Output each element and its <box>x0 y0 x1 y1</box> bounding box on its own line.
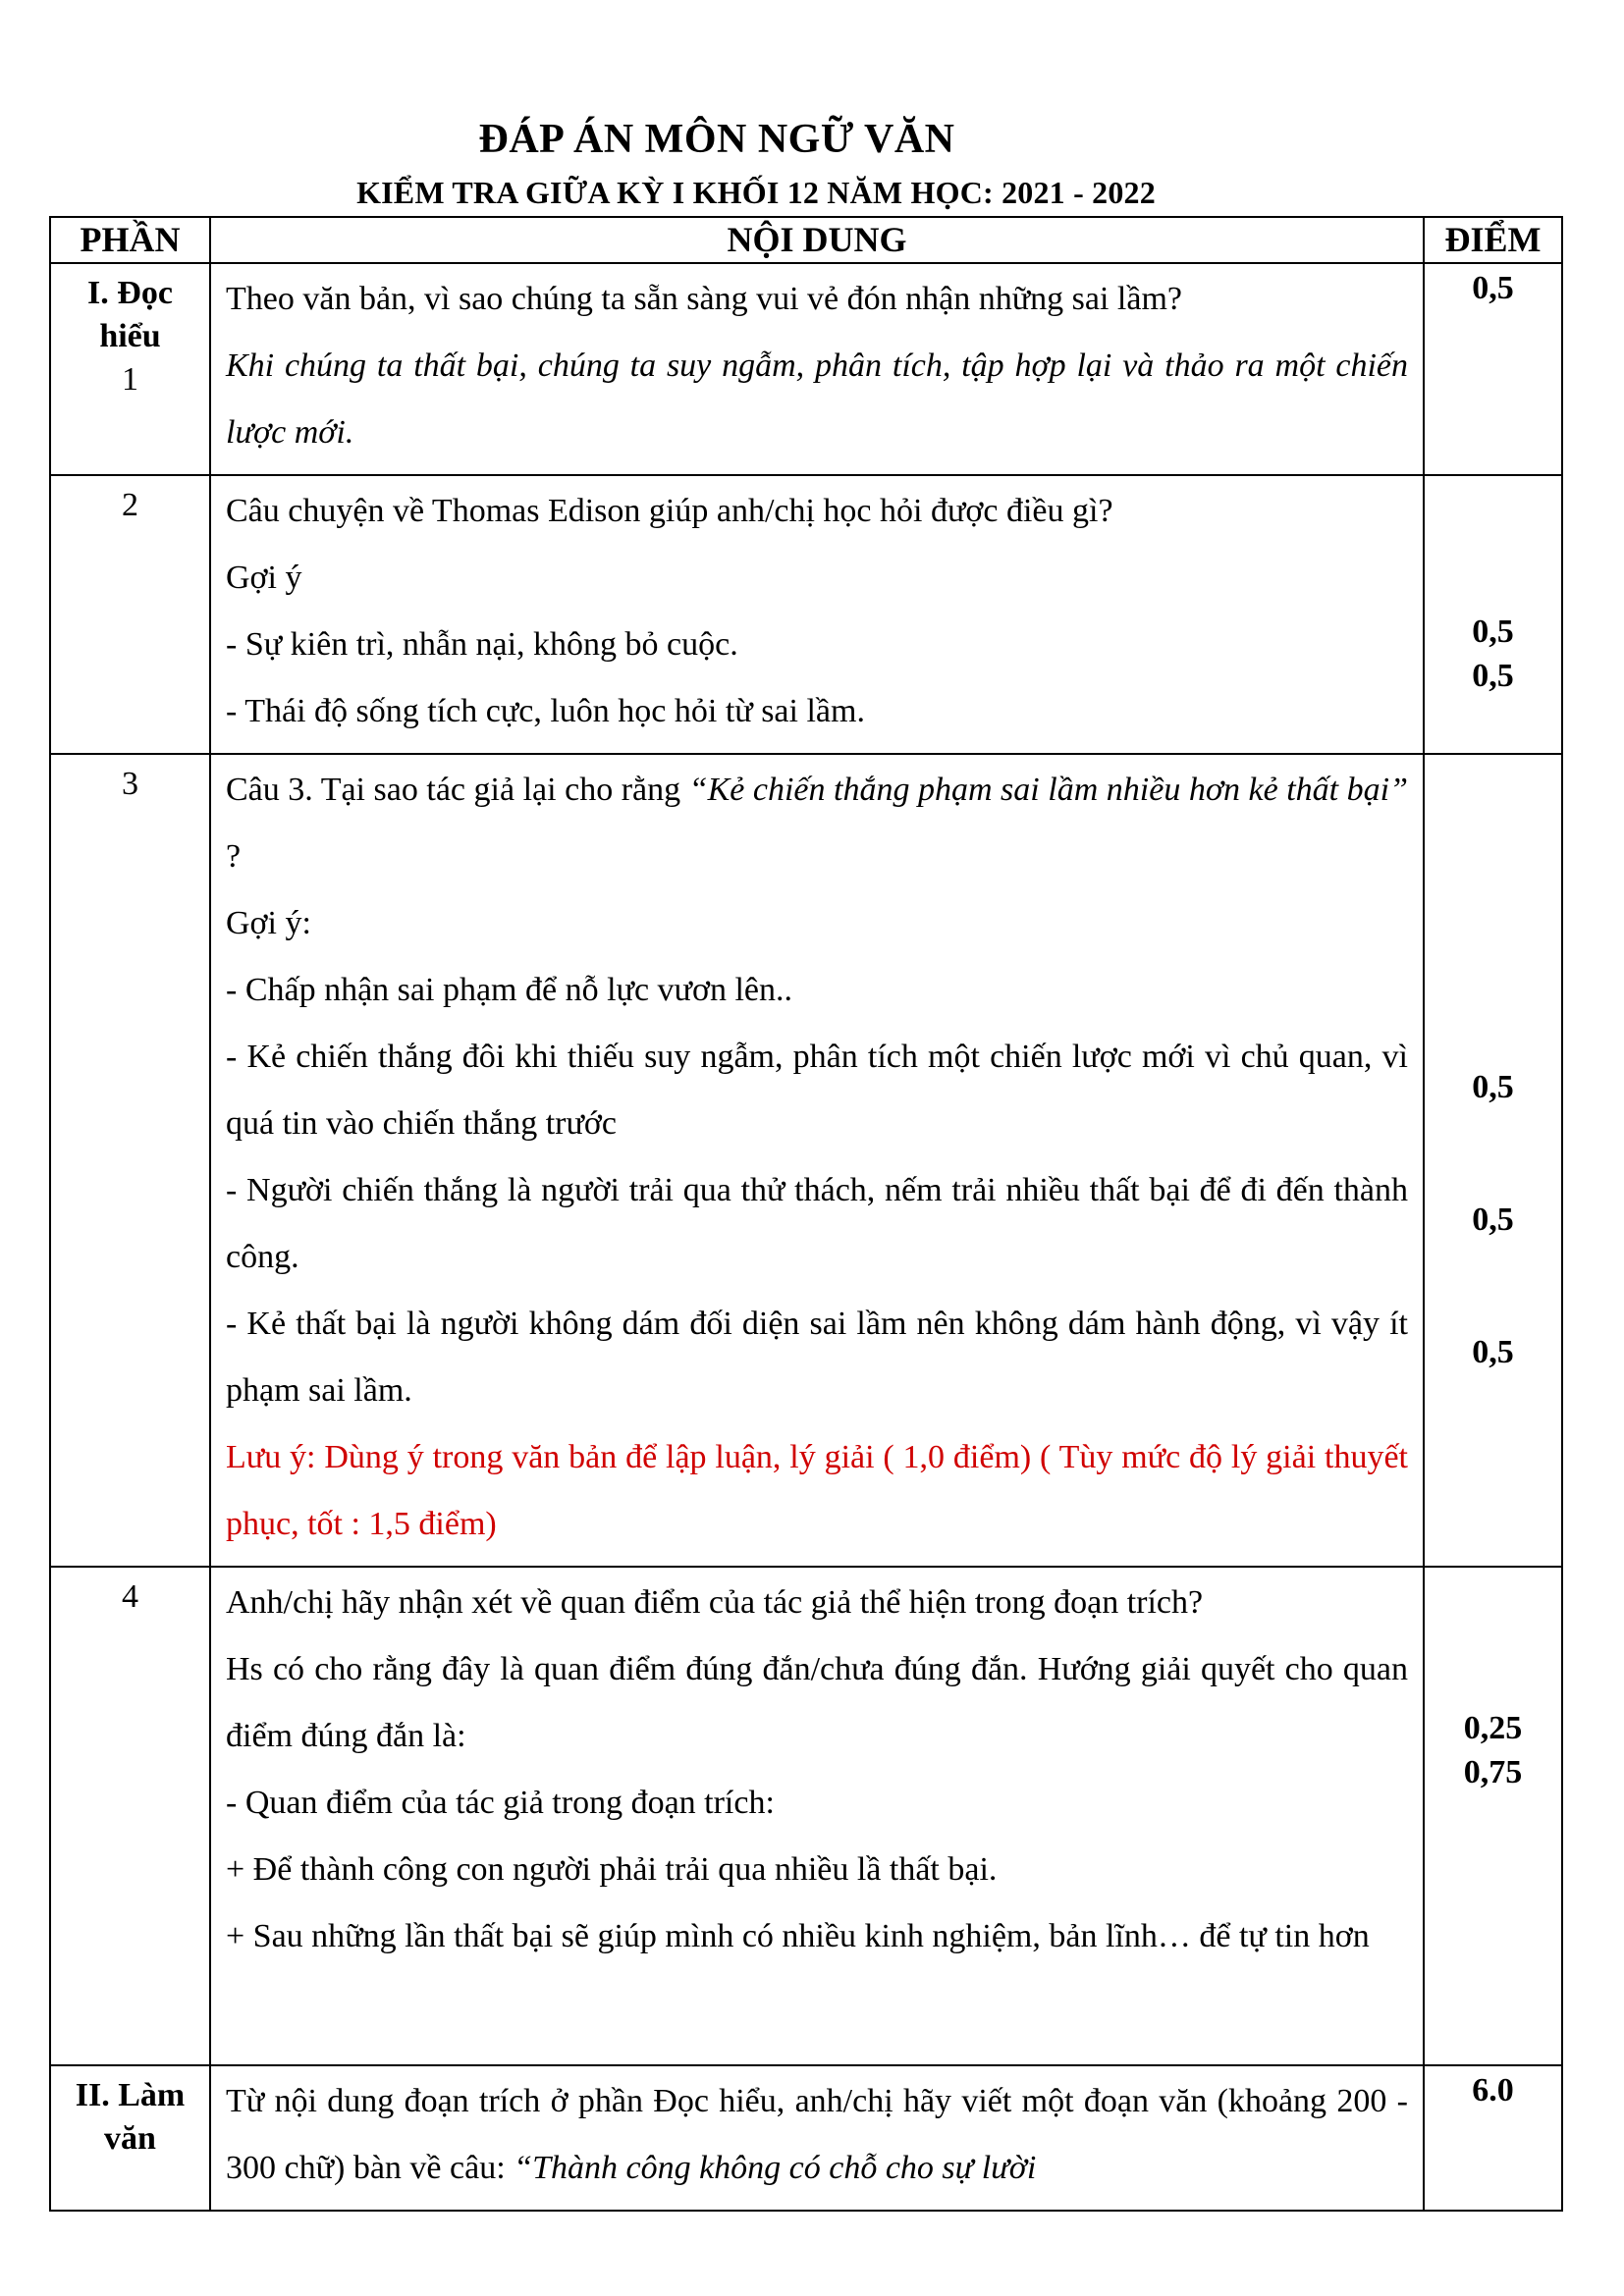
answer-text: Khi chúng ta thất bại, chúng ta suy ngẫm, phân tích, tập hợp lại và thảo ra một chiến lược mới. <box>226 347 1408 451</box>
header-score: ĐIỂM <box>1424 217 1562 263</box>
answer-point: + Sau những lần thất bại sẽ giúp mình có nhiều kinh nghiệm, bản lĩnh… để tự tin hơn <box>226 1918 1370 1954</box>
score-cell <box>1424 475 1562 754</box>
section-label: văn <box>104 2120 156 2157</box>
section-label: II. Làm <box>75 2077 186 2113</box>
content-cell <box>210 754 1424 1567</box>
grading-note: Lưu ý: Dùng ý trong văn bản để lập luận, lý giải ( 1,0 điểm) ( Tùy mức độ lý giải thuyết phục, tốt : 1,5 điểm) <box>226 1439 1408 1542</box>
answer-point: - Sự kiên trì, nhẫn nại, không bỏ cuộc. <box>226 626 738 663</box>
answer-point: - Quan điểm của tác giả trong đoạn trích: <box>226 1785 775 1821</box>
question-number: 2 <box>122 487 138 523</box>
quoted-statement: “Kẻ chiến thắng phạm sai lầm nhiều hơn kẻ thất bại” <box>688 772 1408 808</box>
hint-label: Gợi ý <box>226 560 302 596</box>
answer-point: - Kẻ chiến thắng đôi khi thiếu suy ngẫm, phân tích một chiến lược mới vì chủ quan, vì quá tin vào chiến thắng trước <box>226 1039 1408 1142</box>
score-value: 0,5 <box>1472 1201 1514 1238</box>
content-cell <box>210 475 1424 754</box>
score-value: 0,5 <box>1472 614 1514 650</box>
table-row <box>50 754 1562 1567</box>
content-cell <box>210 2065 1424 2211</box>
table-row <box>50 2065 1562 2211</box>
answer-point: + Để thành công con người phải trải qua nhiều lầ thất bại. <box>226 1851 998 1888</box>
header-content: NỘI DUNG <box>210 217 1424 263</box>
question-number: 3 <box>122 766 138 802</box>
section-label: I. Đọc <box>87 275 173 311</box>
score-value: 0,5 <box>1472 658 1514 694</box>
table-row <box>50 263 1562 475</box>
score-cell <box>1424 754 1562 1567</box>
answer-text: Hs có cho rằng đây là quan điểm đúng đắn/chưa đúng đắn. Hướng giải quyết cho quan điểm đúng đắn là: <box>226 1651 1408 1754</box>
score-value: 0,5 <box>1472 1334 1514 1370</box>
score-cell <box>1424 2065 1562 2211</box>
score-value: 0,5 <box>1472 1069 1514 1105</box>
section-label: hiểu <box>99 318 161 354</box>
essay-prompt: Từ nội dung đoạn trích ở phần Đọc hiểu, anh/chị hãy viết một đoạn văn (khoảng 200 - 300 chữ) bàn về câu: “Thành công không có chỗ cho sự lười <box>226 2083 1408 2186</box>
table-row <box>50 475 1562 754</box>
document-subtitle: KIỂM TRA GIỮA KỲ I KHỐI 12 NĂM HỌC: 2021 - 2022 <box>356 175 1156 210</box>
table-row <box>50 1567 1562 2065</box>
question-text: Anh/chị hãy nhận xét về quan điểm của tác giả thể hiện trong đoạn trích? <box>226 1584 1204 1621</box>
question-text: Câu 3. Tại sao tác giả lại cho rằng “Kẻ chiến thắng phạm sai lầm nhiều hơn kẻ thất bại” ? <box>226 772 1408 875</box>
question-text: Câu chuyện về Thomas Edison giúp anh/chị học hỏi được điều gì? <box>226 493 1113 529</box>
table-header-row <box>50 217 1562 263</box>
answer-table <box>49 216 1563 2212</box>
section-cell <box>50 1567 210 2065</box>
answer-point: - Kẻ thất bại là người không dám đối diện sai lầm nên không dám hành động, vì vậy ít phạm sai lầm. <box>226 1306 1408 1409</box>
score-cell <box>1424 1567 1562 2065</box>
quoted-statement: “Thành công không có chỗ cho sự lười <box>514 2150 1037 2186</box>
question-number: 4 <box>122 1578 138 1615</box>
section-cell <box>50 754 210 1567</box>
header-section: PHẦN <box>50 217 210 263</box>
document-title: ĐÁP ÁN MÔN NGỮ VĂN <box>478 117 955 162</box>
answer-point: - Người chiến thắng là người trải qua thử thách, nếm trải nhiều thất bại để đi đến thành công. <box>226 1172 1408 1275</box>
score-value: 0,25 <box>1463 1710 1523 1746</box>
question-number: 1 <box>122 361 138 398</box>
section-cell <box>50 263 210 475</box>
score-value: 0,5 <box>1472 270 1514 306</box>
content-cell <box>210 1567 1424 2065</box>
score-cell <box>1424 263 1562 475</box>
section-cell <box>50 475 210 754</box>
score-value: 6.0 <box>1472 2072 1514 2109</box>
answer-point: - Chấp nhận sai phạm để nỗ lực vươn lên.. <box>226 972 792 1008</box>
answer-point: - Thái độ sống tích cực, luôn học hỏi từ sai lầm. <box>226 693 865 729</box>
hint-label: Gợi ý: <box>226 905 311 941</box>
section-cell <box>50 2065 210 2211</box>
score-value: 0,75 <box>1463 1754 1523 1790</box>
question-text: Theo văn bản, vì sao chúng ta sẵn sàng vui vẻ đón nhận những sai lầm? <box>226 281 1182 317</box>
content-cell <box>210 263 1424 475</box>
